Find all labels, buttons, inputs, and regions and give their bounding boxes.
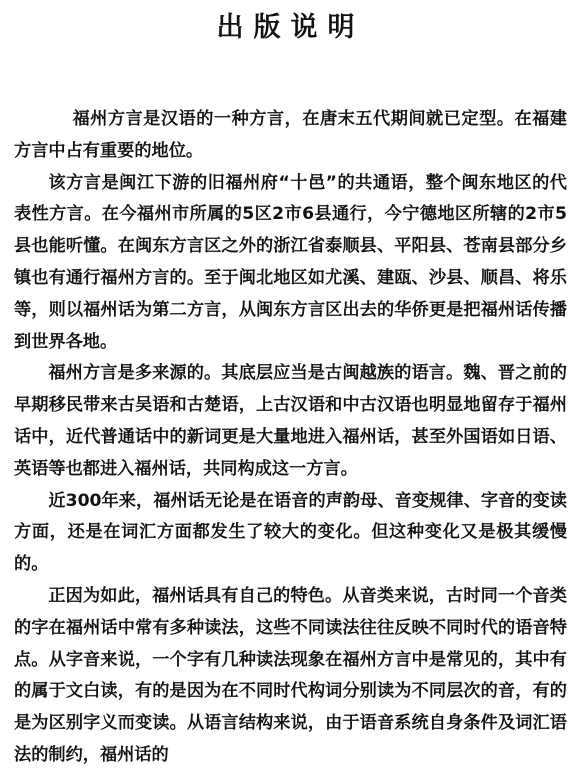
paragraph-5: 正因为如此，福州话具有自己的特色。从音类来说，古时同一个音类的字在福州话中常有多种读法，这些不同读法往往反映不同时代的语音特点。从字音来说，一个字有几种读法现象在福州方言中是常见的，其中有的属于文白读，有的是因为在不同时代构词分别读为不同层次的音，有的是为区别字义而变读。从语言结构来说，由于语音系统自身条件及词汇语法的制约，福州话的 [14,585,567,765]
document-body [14,104,567,772]
page-title: 出版说明 [216,12,365,43]
paragraph-4: 近300年来，福州话无论是在语音的声韵母、音变规律、字音的变读方面，还是在词汇方面都发生了较大的变化。但这种变化又是极其缓慢的。 [14,490,567,575]
paragraph-3: 福州方言是多来源的。其底层应当是古闽越族的语言。魏、晋之前的早期移民带来古吴语和古楚语，上古汉语和中古汉语也明显地留存于福州话中，近代普通话中的新词更是大量地进入福州话，甚至外国语如日语、英语等也都进入福州话，共同构成这一方言。 [14,363,567,479]
paragraph-2: 该方言是闽江下游的旧福州府“十邑”的共通语，整个闽东地区的代表性方言。在今福州市所属的5区2市6县通行，今宁德地区所辖的2市5县也能听懂。在闽东方言区之外的浙江省泰顺县、平阳县、苍南县部分乡镇也有通行福州方言的。至于闽北地区如尤溪、建瓯、沙县、顺昌、将乐等，则以福州话为第二方言，从闽东方言区出去的华侨更是把福州话传播到世界各地。 [14,172,567,352]
paragraph-1: 福州方言是汉语的一种方言，在唐末五代期间就已定型。在福建方言中占有重要的地位。 [14,109,567,161]
